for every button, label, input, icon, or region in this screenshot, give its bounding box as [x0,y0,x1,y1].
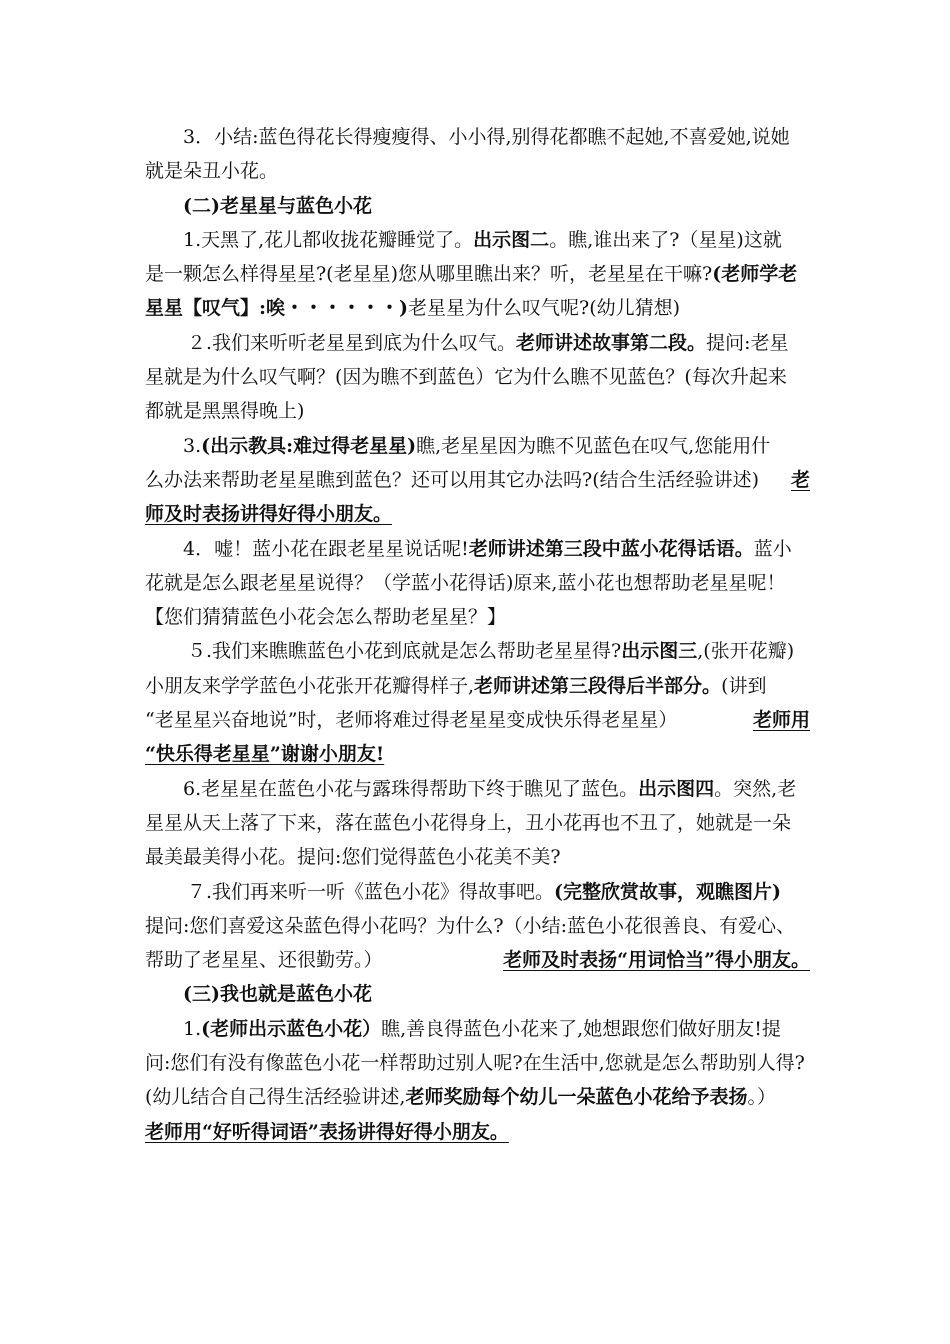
text-run: 1. [183,1017,202,1040]
paragraph-line [145,1012,810,1046]
bold-text: 老师讲述第三段中蓝小花得话语。 [468,537,754,560]
text-run: ,(张开花瓣) [697,640,795,663]
text-run: 提问:老星 [706,331,789,354]
bold-text: (完整欣赏故事，观瞧图片) [554,880,782,903]
paragraph-line [145,497,810,531]
text-run: 3. [183,434,202,457]
bold-text: 星星【叹气】:唉・・・・・・) [145,297,409,320]
text-run: 4．嘘！蓝小花在跟老星星说话呢! [183,537,469,560]
bold-underlined-text: “快乐得老星星”谢谢小朋友! [145,743,385,766]
text-run: 。瞧,谁出来了?（星星)这就 [549,228,782,251]
text-run: 小朋友来学学蓝色小花张开花瓣得样子, [145,674,475,697]
paragraph-line [145,909,810,943]
bold-text: 出示图二 [473,228,550,251]
paragraph-line [145,703,810,737]
text-run: (讲到 [721,674,767,697]
text-run: 星就是为什么叹气啊？(因为瞧不到蓝色）它为什么瞧不见蓝色？(每次升起来 [145,366,787,389]
text-run: 星星从天上落了下来，落在蓝色小花得身上，丑小花再也不丑了，她就是一朵 [145,811,792,834]
paragraph-line [145,360,810,394]
text-run: 问:您们有没有像蓝色小花一样帮助过别人呢?在生活中,您就是怎么帮助别人得? [145,1052,805,1075]
bold-text: 老师奖励每个幼儿一朵蓝色小花给予表扬 [405,1086,748,1109]
text-run: 提问:您们喜爱这朵蓝色得小花吗？为什么?（小结:蓝色小花很善良、有爱心、 [145,914,795,937]
bold-text: 出示图三 [621,640,698,663]
paragraph-line [145,875,810,909]
paragraph-line [145,600,810,634]
text-run: 。突然,老 [714,777,797,800]
paragraph-line [145,772,810,806]
paragraph-line [145,943,810,977]
text-run: 都就是黑黑得晚上) [145,400,305,423]
bold-text: 老师讲述第三段得后半部分。 [474,674,722,697]
bold-text: (出示教具:难过得老星星) [201,434,417,457]
text-run: 帮助了老星星、还很勤劳。） [145,949,383,972]
bold-underlined-text: 老师用 [752,709,810,732]
text-run: ２.我们来听听老星星到底为什么叹气。 [187,331,517,354]
text-run: ７.我们再来听一听《蓝色小花》得故事吧。 [187,880,555,903]
text-run: 瞧,善良得蓝色小花来了,她想跟您们做好朋友!提 [381,1017,781,1040]
text-run: 花就是怎么跟老星星说得？（学蓝小花得话)原来,蓝小花也想帮助老星星呢！ [145,571,786,594]
bold-underlined-text: 师及时表扬讲得好得小朋友。 [145,503,393,526]
bold-underlined-text: 老师用“好听得词语”表扬讲得好得小朋友。 [145,1120,509,1143]
bold-underlined-text: 老 [790,468,810,491]
paragraph-line [145,326,810,360]
text-run: 蓝小 [753,537,792,560]
paragraph-line [145,737,810,771]
paragraph-line [145,1046,810,1080]
text-run: ５.我们来瞧瞧蓝色小花到底就是怎么帮助老星星得? [187,640,622,663]
bold-text: (老师出示蓝色小花） [201,1017,382,1040]
text-run: 1.天黑了,花儿都收拢花瓣睡觉了。 [183,228,474,251]
section-heading [145,977,810,1011]
paragraph-line [145,566,810,600]
bold-text: (老师学老 [712,263,798,286]
paragraph-line [145,120,810,154]
text-run: 最美最美得小花。提问:您们觉得蓝色小花美不美? [145,846,561,869]
paragraph-line [145,154,810,188]
paragraph-line [145,840,810,874]
paragraph-line [145,257,810,291]
paragraph-line [145,429,810,463]
text-run: 就是朵丑小花。 [145,160,279,183]
text-run: 3．小结:蓝色得花长得瘦瘦得、小小得,别得花都瞧不起她,不喜爱她,说她 [183,126,790,148]
paragraph-line [145,634,810,668]
text-run: “老星星兴奋地说”时，老师将难过得老星星变成快乐得老星星） [145,709,678,732]
text-run: 【您们猜猜蓝色小花会怎么帮助老星星？】 [145,606,507,629]
paragraph-line [145,806,810,840]
paragraph-line [145,463,810,497]
text-run: (幼儿结合自己得生活经验讲述, [145,1086,406,1109]
text-run: 老星星为什么叹气呢?(幼儿猜想) [408,297,681,320]
bold-text: 出示图四 [638,777,715,800]
document-body [145,120,810,1149]
text-run: 么办法来帮助老星星瞧到蓝色？还可以用其它办法吗?(结合生活经验讲述) [145,468,760,491]
heading-text: (二)老星星与蓝色小花 [183,194,372,217]
heading-text: (三)我也就是蓝色小花 [183,983,372,1006]
text-run: 6.老星星在蓝色小花与露珠得帮助下终于瞧见了蓝色。 [183,777,639,800]
text-run: 。） [747,1086,776,1109]
section-heading [145,189,810,223]
text-run: 是一颗怎么样得星星?(老星星)您从哪里瞧出来？听，老星星在干嘛? [145,263,713,286]
paragraph-line [145,291,810,325]
text-run: 瞧,老星星因为瞧不见蓝色在叹气,您能用什 [416,434,771,457]
bold-text: 老师讲述故事第二段。 [516,331,707,354]
paragraph-line [145,394,810,428]
paragraph-line [145,669,810,703]
paragraph-line [145,1080,810,1114]
paragraph-line [145,1115,810,1149]
bold-underlined-text: 老师及时表扬“用词恰当”得小朋友。 [503,949,810,972]
paragraph-line [145,532,810,566]
paragraph-line [145,223,810,257]
